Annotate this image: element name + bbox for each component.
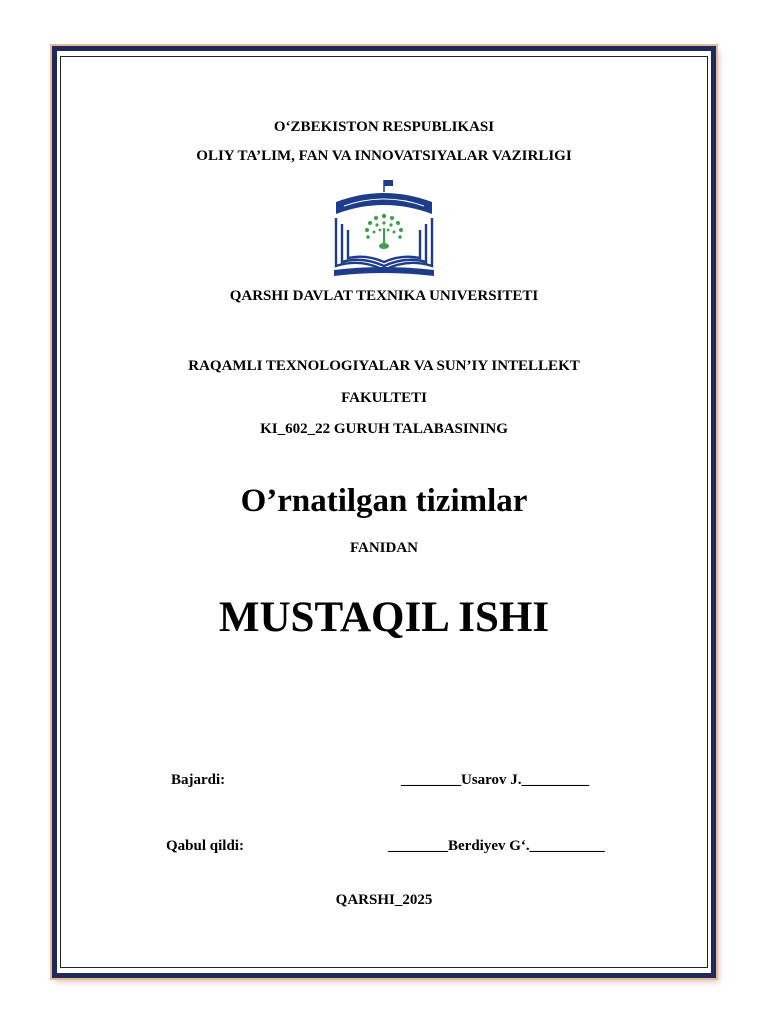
subject-title: O’rnatilgan tizimlar: [240, 483, 528, 519]
group-line: KI_602_22 GURUH TALABASINING: [260, 421, 508, 437]
faculty-name-line2: FAKULTETI: [341, 390, 427, 406]
performer-label: Bajardi:: [171, 772, 226, 788]
faculty-name-line1: RAQAMLI TEXNOLOGIYALAR VA SUN’IY INTELLEKT: [188, 358, 580, 374]
country-heading: O‘ZBEKISTON RESPUBLIKASI: [273, 119, 495, 135]
university-emblem-icon: [330, 178, 438, 278]
performer-name: ________Usarov J._________: [401, 772, 590, 788]
university-name: QARSHI DAVLAT TEXNIKA UNIVERSITETI: [229, 288, 539, 304]
reviewer-name: ________Berdiyev G‘.__________: [388, 838, 605, 854]
city-year-footer: QARSHI_2025: [335, 892, 433, 908]
work-title: MUSTAQIL ISHI: [218, 594, 550, 641]
ministry-heading: OLIY TA’LIM, FAN VA INNOVATSIYALAR VAZIRLIGI: [196, 148, 572, 164]
reviewer-label: Qabul qildi:: [166, 838, 244, 854]
subject-suffix: FANIDAN: [349, 540, 419, 556]
